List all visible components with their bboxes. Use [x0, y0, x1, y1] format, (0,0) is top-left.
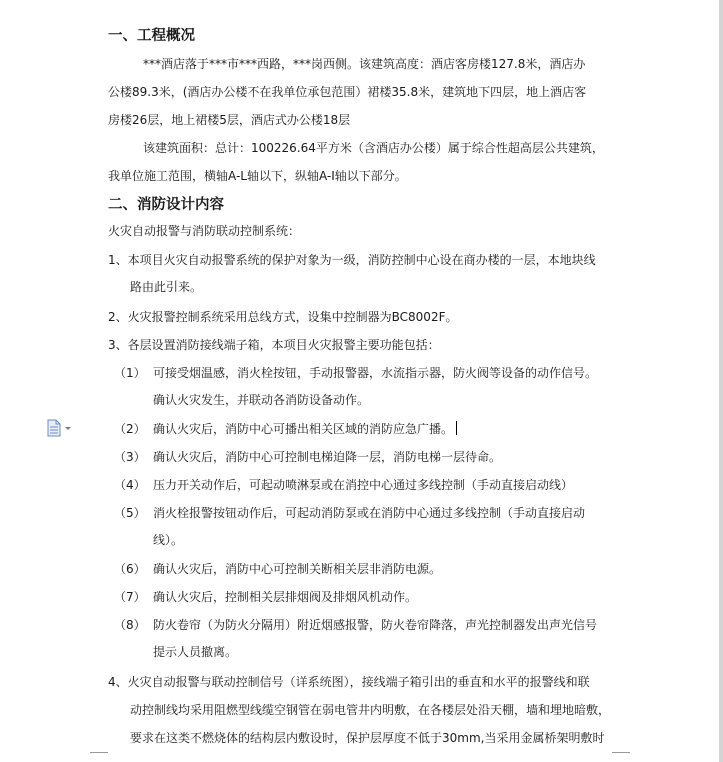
overview-line-2: 公楼89.3米，(酒店办公楼不在我单位承包范围）裙楼35.8米，建筑地下四层，地上酒店客	[108, 85, 587, 99]
document-menu-icon[interactable]	[46, 419, 76, 437]
function-line: 确认火灾发生，并联动各消防设备动作。	[153, 393, 370, 407]
function-line: 防火卷帘（为防火分隔用）附近烟感报警，防火卷帘降落，声光控制器发出声光信号	[153, 618, 598, 632]
function-line: 确认火灾后，消防中心可控制电梯迫降一层，消防电梯一层待命。	[153, 450, 502, 464]
function-number: （6）	[114, 562, 146, 576]
function-line: 压力开关动作后，可起动喷淋泵或在消控中心通过多线控制（手动直接启动线）	[153, 478, 574, 492]
function-number: （1）	[114, 366, 146, 380]
item-1-line-1: 1、本项目火灾自动报警系统的保护对象为一级，消防控制中心设在商办楼的一层，本地块线	[108, 253, 596, 267]
overview-line-4: 该建筑面积：总计：100226.64平方米（含酒店办公楼）属于综合性超高层公共建筑，	[143, 141, 604, 155]
function-line: 可接受烟温感，消火栓按钮，手动报警器，水流指示器，防火阀等设备的动作信号。	[153, 366, 598, 380]
function-line: 提示人员撤离。	[153, 645, 238, 659]
function-number: （8）	[114, 618, 146, 632]
item-1-line-2: 路由此引来。	[130, 280, 203, 294]
overview-line-3: 房楼26层，地上裙楼5层，酒店式办公楼18层	[108, 113, 351, 127]
overview-line-5: 我单位施工范围，横轴A-L轴以下，纵轴A-I轴以下部分。	[108, 169, 407, 183]
page-corner-mark-left	[90, 752, 108, 762]
item-4-line-3: 要求在这类不燃烧体的结构层内敷设时，保护层厚度不低于30mm,当采用金属桥架明敷时	[130, 731, 605, 745]
section-heading-fire-design: 二、消防设计内容	[108, 197, 224, 213]
function-line: 确认火灾后，消防中心可播出相关区域的消防应急广播。	[153, 422, 454, 436]
page-edge	[719, 0, 723, 762]
function-line: 线）。	[153, 533, 184, 547]
function-line: 确认火灾后，控制相关层排烟阀及排烟风机动作。	[153, 590, 418, 604]
function-number: （2）	[114, 422, 146, 436]
function-number: （4）	[114, 478, 146, 492]
item-2: 2、火灾报警控制系统采用总线方式，设集中控制器为BC8002F。	[108, 310, 458, 324]
function-line: 确认火灾后，消防中心可控制关断相关层非消防电源。	[153, 562, 442, 576]
function-number: （7）	[114, 590, 146, 604]
overview-line-1: ***酒店落于***市***西路，***岗西侧。该建筑高度：酒店客房楼127.8米，酒店办	[143, 57, 586, 71]
item-3: 3、各层设置消防接线端子箱，本项目火灾报警主要功能包括：	[108, 338, 440, 352]
item-4-line-1: 4、火灾自动报警与联动控制信号（详系统图），接线端子箱引出的垂直和水平的报警线和联	[108, 675, 590, 689]
subheading-fire-alarm-system: 火灾自动报警与消防联动控制系统：	[108, 224, 301, 238]
function-number: （5）	[114, 506, 146, 520]
section-heading-overview: 一、工程概况	[108, 28, 195, 44]
page-corner-mark-right	[612, 752, 630, 762]
function-line: 消火栓报警按钮动作后，可起动消防泵或在消防中心通过多线控制（手动直接启动	[153, 506, 586, 520]
text-cursor	[456, 421, 457, 435]
function-line-with-caret[interactable]	[153, 415, 457, 443]
function-number: （3）	[114, 450, 146, 464]
item-4-line-2: 动控制线均采用阻燃型线缆空钢管在弱电管井内明敷，在各楼层处沿天棚，墙和埋地暗敷，	[130, 703, 611, 717]
